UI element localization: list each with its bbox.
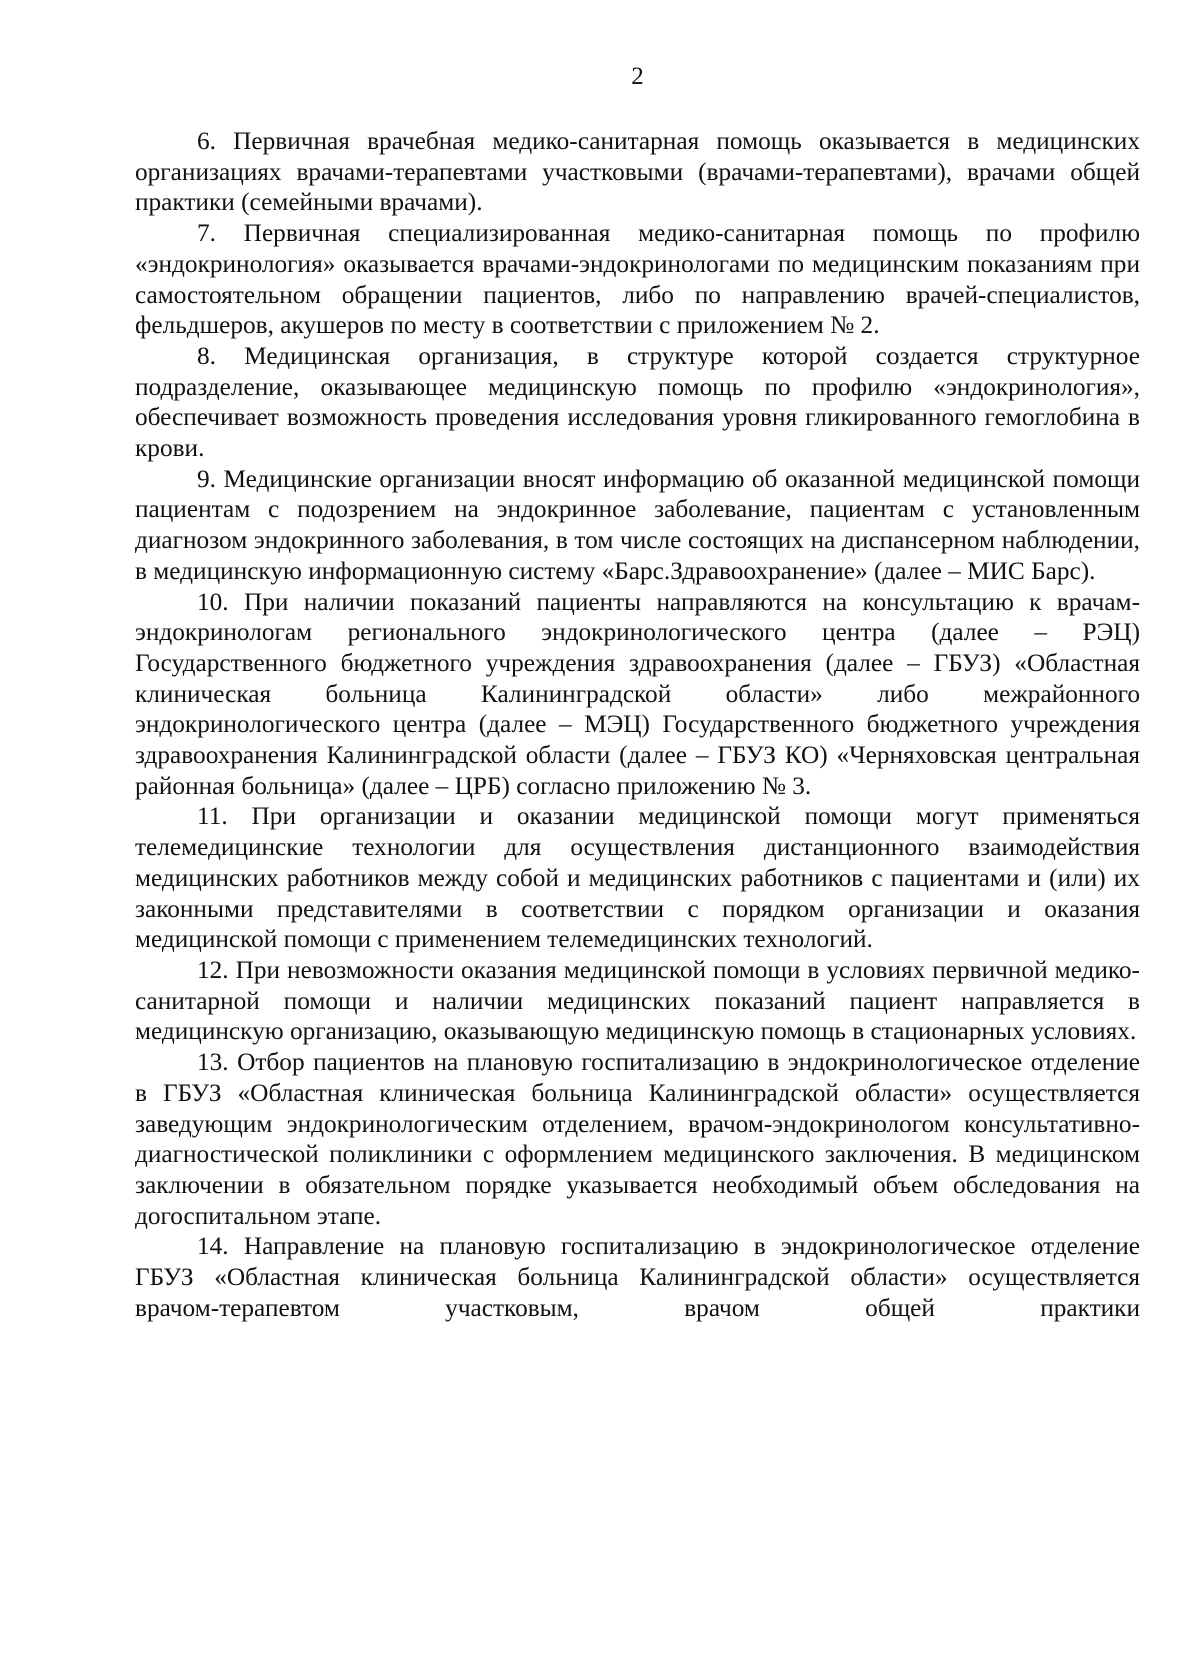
document-body	[135, 126, 1140, 1323]
paragraph-10: 10. При наличии показаний пациенты направляются на консультацию к врачам-эндокринологам регионального эндокринологического центра (далее – РЭЦ) Государственного бюджетного учреждения здравоохранения (далее – ГБУЗ) «Областная клиническая больница Калининградской области» либо межрайонного эндокринологического центра (далее – МЭЦ) Государственного бюджетного учреждения здравоохранения Калининградской области (далее – ГБУЗ КО) «Черняховская центральная районная больница» (далее – ЦРБ) согласно приложению № 3.	[135, 587, 1140, 800]
paragraph-7: 7. Первичная специализированная медико-санитарная помощь по профилю «эндокринология» оказывается врачами-эндокринологами по медицинским показаниям при самостоятельном обращении пациентов, либо по направлению врачей-специалистов, фельдшеров, акушеров по месту в соответствии с приложением № 2.	[135, 219, 1140, 340]
paragraph-11: 11. При организации и оказании медицинской помощи могут применяться телемедицинские технологии для осуществления дистанционного взаимодействия медицинских работников между собой и медицинских работников с пациентами и (или) их законными представителями в соответствии с порядком организации и оказания медицинской помощи с применением телемедицинских технологий.	[135, 802, 1140, 954]
paragraph-8: 8. Медицинская организация, в структуре которой создается структурное подразделение, оказывающее медицинскую помощь по профилю «эндокринология», обеспечивает возможность проведения исследования уровня гликированного гемоглобина в крови.	[135, 341, 1140, 463]
page-number: 2	[631, 63, 644, 90]
paragraph-12: 12. При невозможности оказания медицинской помощи в условиях первичной медико-санитарной помощи и наличии медицинских показаний пациент направляется в медицинскую организацию, оказывающую медицинскую помощь в стационарных условиях.	[135, 955, 1140, 1046]
paragraph-6: 6. Первичная врачебная медико-санитарная помощь оказывается в медицинских организациях врачами-терапевтами участковыми (врачами-терапевтами), врачами общей практики (семейными врачами).	[135, 127, 1140, 217]
paragraph-14: 14. Направление на плановую госпитализацию в эндокринологическое отделение ГБУЗ «Областная клиническая больница Калининградской области» осуществляется врачом-терапевтом участковым, врачом общей практики	[135, 1232, 1140, 1322]
paragraph-9: 9. Медицинские организации вносят информацию об оказанной медицинской помощи пациентам с подозрением на эндокринное заболевание, пациентам с установленным диагнозом эндокринного заболевания, в том числе состоящих на диспансерном наблюдении, в медицинскую информационную систему «Барс.Здравоохранение» (далее – МИС Барс).	[135, 464, 1140, 585]
paragraph-13: 13. Отбор пациентов на плановую госпитализацию в эндокринологическое отделение в ГБУЗ «Областная клиническая больница Калининградской области» осуществляется заведующим эндокринологическим отделением, врачом-эндокринологом консультативно-диагностической поликлиники с оформлением медицинского заключения. В медицинском заключении в обязательном порядке указывается необходимый объем обследования на догоспитальном этапе.	[135, 1048, 1140, 1230]
